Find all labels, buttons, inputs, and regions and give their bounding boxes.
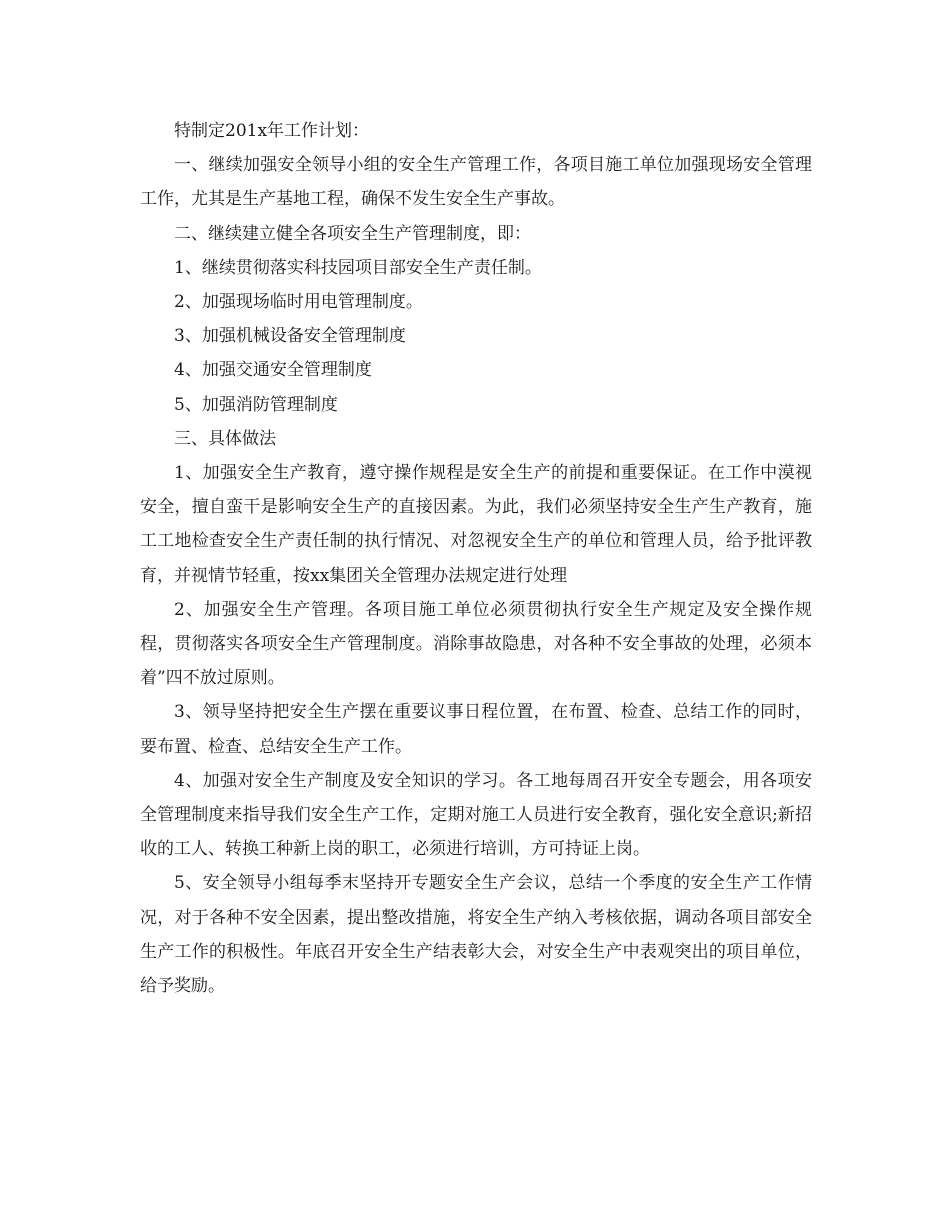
list-item-traffic: 4、加强交通安全管理制度 [174, 360, 372, 381]
list-item-electricity: 2、加强现场临时用电管理制度。 [174, 292, 423, 313]
paragraph-measure-5: 5、安全领导小组每季末坚持开专题安全生产会议，总结一个季度的安全生产工作情况，对于各种不安全因素，提出整改措施，将安全生产纳入考核依据，调动各项目部安全生产工作的积极性。年底召开安全生产结表彰大会，对安全生产中表观突出的项目单位，给予奖励。 [140, 873, 812, 997]
list-item-fire: 5、加强消防管理制度 [174, 394, 338, 415]
paragraph-plan-intro: 特制定201x年工作计划： [174, 121, 370, 141]
list-item-machinery: 3、加强机械设备安全管理制度 [174, 326, 406, 347]
document-body [140, 114, 812, 1003]
paragraph-section-three: 三、具体做法 [174, 428, 276, 449]
paragraph-measure-2: 2、加强安全生产管理。各项目施工单位必须贯彻执行安全生产规定及安全操作规程，贯彻落实各项安全生产管理制度。消除事故隐患，对各种不安全事故的处理，必须本着”四不放过原则。 [140, 599, 812, 689]
paragraph-measure-1: 1、加强安全生产教育，遵守操作规程是安全生产的前提和重要保证。在工作中漠视安全，擅自蛮干是影响安全生产的直接因素。为此，我们必须坚持安全生产生产教育，施工工地检查安全生产责任制的执行情况、对忽视安全生产的单位和管理人员，给予批评教育，并视情节轻重，按xx集团关全管理办法规定进行处理 [140, 463, 812, 586]
paragraph-measure-3: 3、领导坚持把安全生产摆在重要议事日程位置，在布置、检查、总结工作的同时，要布置、检查、总结安全生产工作。 [140, 702, 812, 757]
paragraph-section-two: 二、继续建立健全各项安全生产管理制度，即： [174, 223, 531, 244]
paragraph-measure-4: 4、加强对安全生产制度及安全知识的学习。各工地每周召开安全专题会，用各项安全管理制度来指导我们安全生产工作，定期对施工人员进行安全教育，强化安全意识;新招收的工人、转换工种新上岗的职工，必须进行培训，方可持证上岗。 [140, 770, 812, 860]
paragraph-section-one: 一、继续加强安全领导小组的安全生产管理工作，各项目施工单位加强现场安全管理工作，尤其是生产基地工程，确保不发生安全生产事故。 [140, 155, 812, 210]
list-item-responsibility: 1、继续贯彻落实科技园项目部安全生产责任制。 [174, 257, 542, 278]
